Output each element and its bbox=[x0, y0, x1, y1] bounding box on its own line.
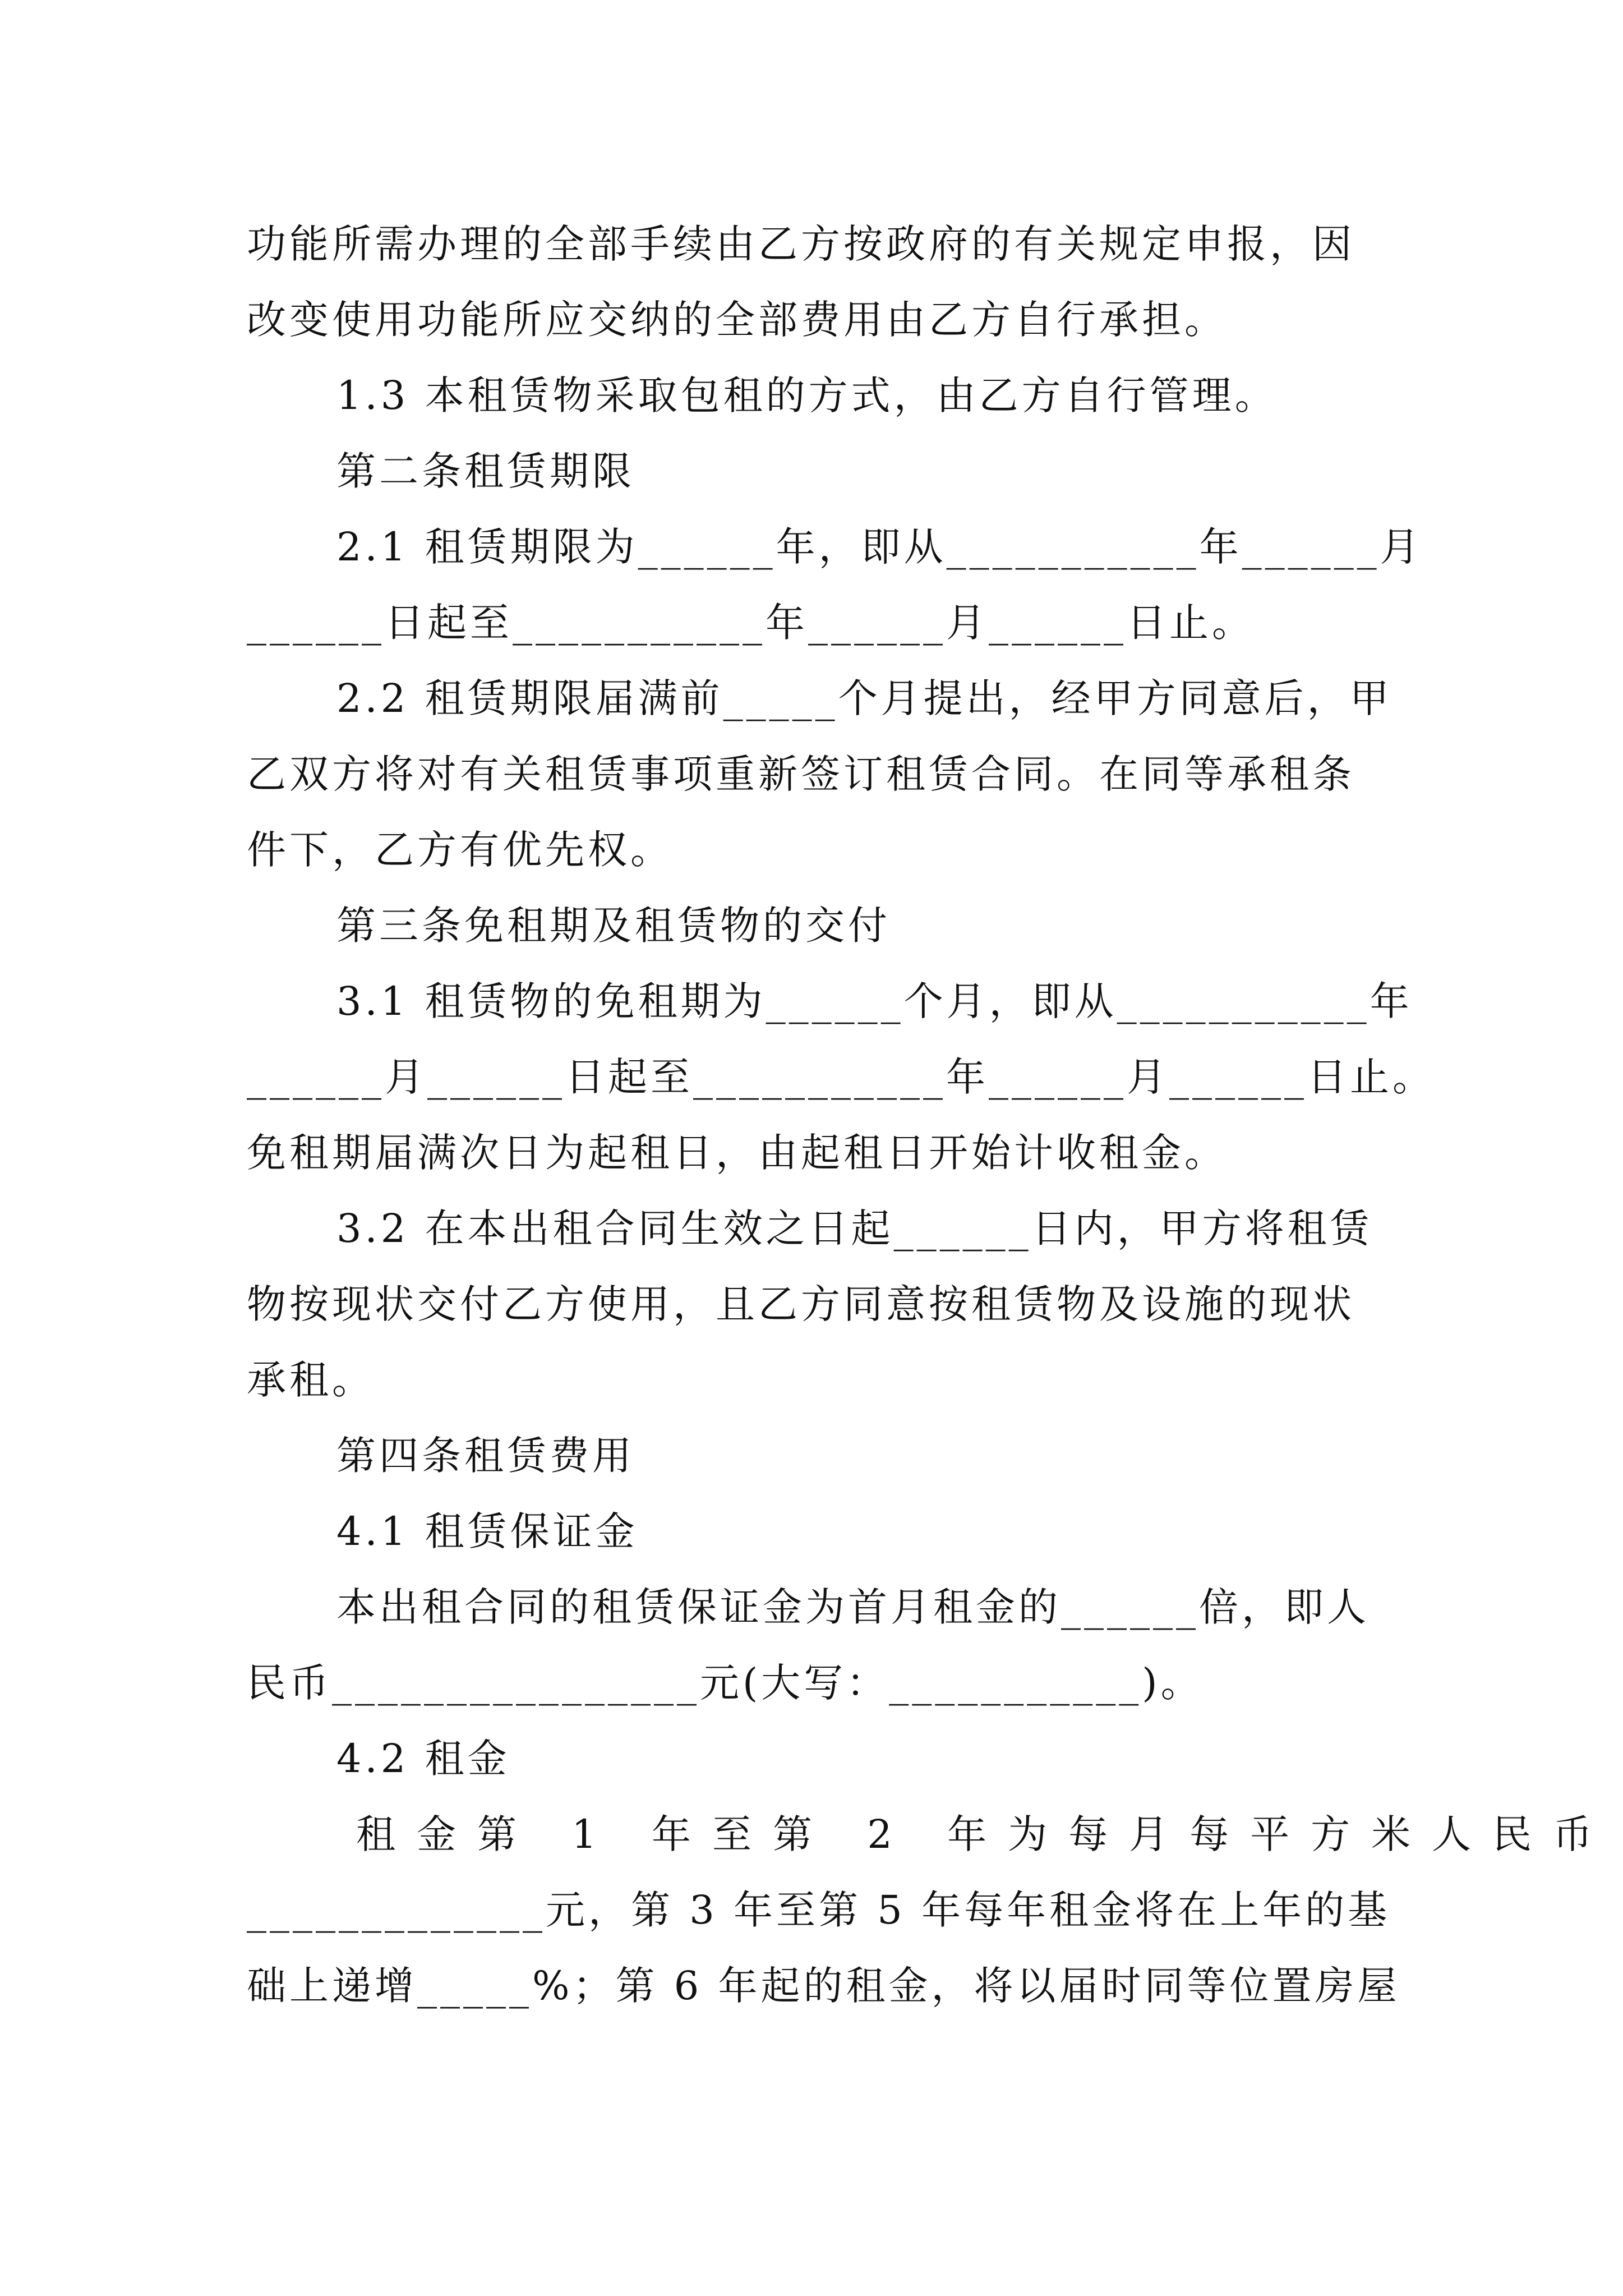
text-line-19: 本出租合同的租赁保证金为首月租金的______倍，即人 bbox=[336, 1584, 1370, 1630]
text-line-6: ______日起至___________年______月______日止。 bbox=[247, 600, 1255, 646]
text-line-8: 乙双方将对有关租赁事项重新签订租赁合同。在同等承租条 bbox=[247, 751, 1355, 797]
text-line-13: 免租期届满次日为起租日，由起租日开始计收租金。 bbox=[247, 1130, 1227, 1176]
text-line-7: 2.2 租赁期限届满前_____个月提出，经甲方同意后，甲 bbox=[336, 675, 1393, 721]
text-line-15: 物按现状交付乙方使用，且乙方同意按租赁物及设施的现状 bbox=[247, 1281, 1355, 1327]
text-line-9: 件下，乙方有优先权。 bbox=[247, 827, 673, 873]
section-heading-3: 第三条免租期及租赁物的交付 bbox=[336, 903, 891, 949]
text-line-2: 改变使用功能所应交纳的全部费用由乙方自行承担。 bbox=[247, 297, 1227, 343]
text-line-5: 2.1 租赁期限为______年，即从___________年______月 bbox=[336, 524, 1423, 570]
text-line-20: 民币________________元(大写：___________)。 bbox=[247, 1660, 1204, 1706]
subsection-heading-4-1: 4.1 租赁保证金 bbox=[336, 1508, 638, 1554]
subsection-heading-4-2: 4.2 租金 bbox=[336, 1736, 510, 1782]
text-line-16: 承租。 bbox=[247, 1357, 375, 1403]
section-heading-4: 第四条租赁费用 bbox=[336, 1433, 635, 1479]
text-line-23: _____________元，第 3 年至第 5 年每年租金将在上年的基 bbox=[247, 1887, 1391, 1933]
text-line-22: 租金第 1 年至第 2 年为每月每平方米人民币 bbox=[356, 1811, 1614, 1857]
text-line-1: 功能所需办理的全部手续由乙方按政府的有关规定申报，因 bbox=[247, 221, 1355, 267]
text-line-12: ______月______日起至___________年______月______日止。 bbox=[247, 1054, 1435, 1100]
text-line-3: 1.3 本租赁物采取包租的方式，由乙方自行管理。 bbox=[336, 372, 1278, 418]
text-line-14: 3.2 在本出租合同生效之日起______日内，甲方将租赁 bbox=[336, 1205, 1373, 1251]
section-heading-2: 第二条租赁期限 bbox=[336, 448, 635, 494]
text-line-11: 3.1 租赁物的免租期为______个月，即从___________年 bbox=[336, 978, 1413, 1024]
text-line-24: 础上递增_____%；第 6 年起的租金，将以届时同等位置房屋 bbox=[247, 1963, 1400, 2009]
